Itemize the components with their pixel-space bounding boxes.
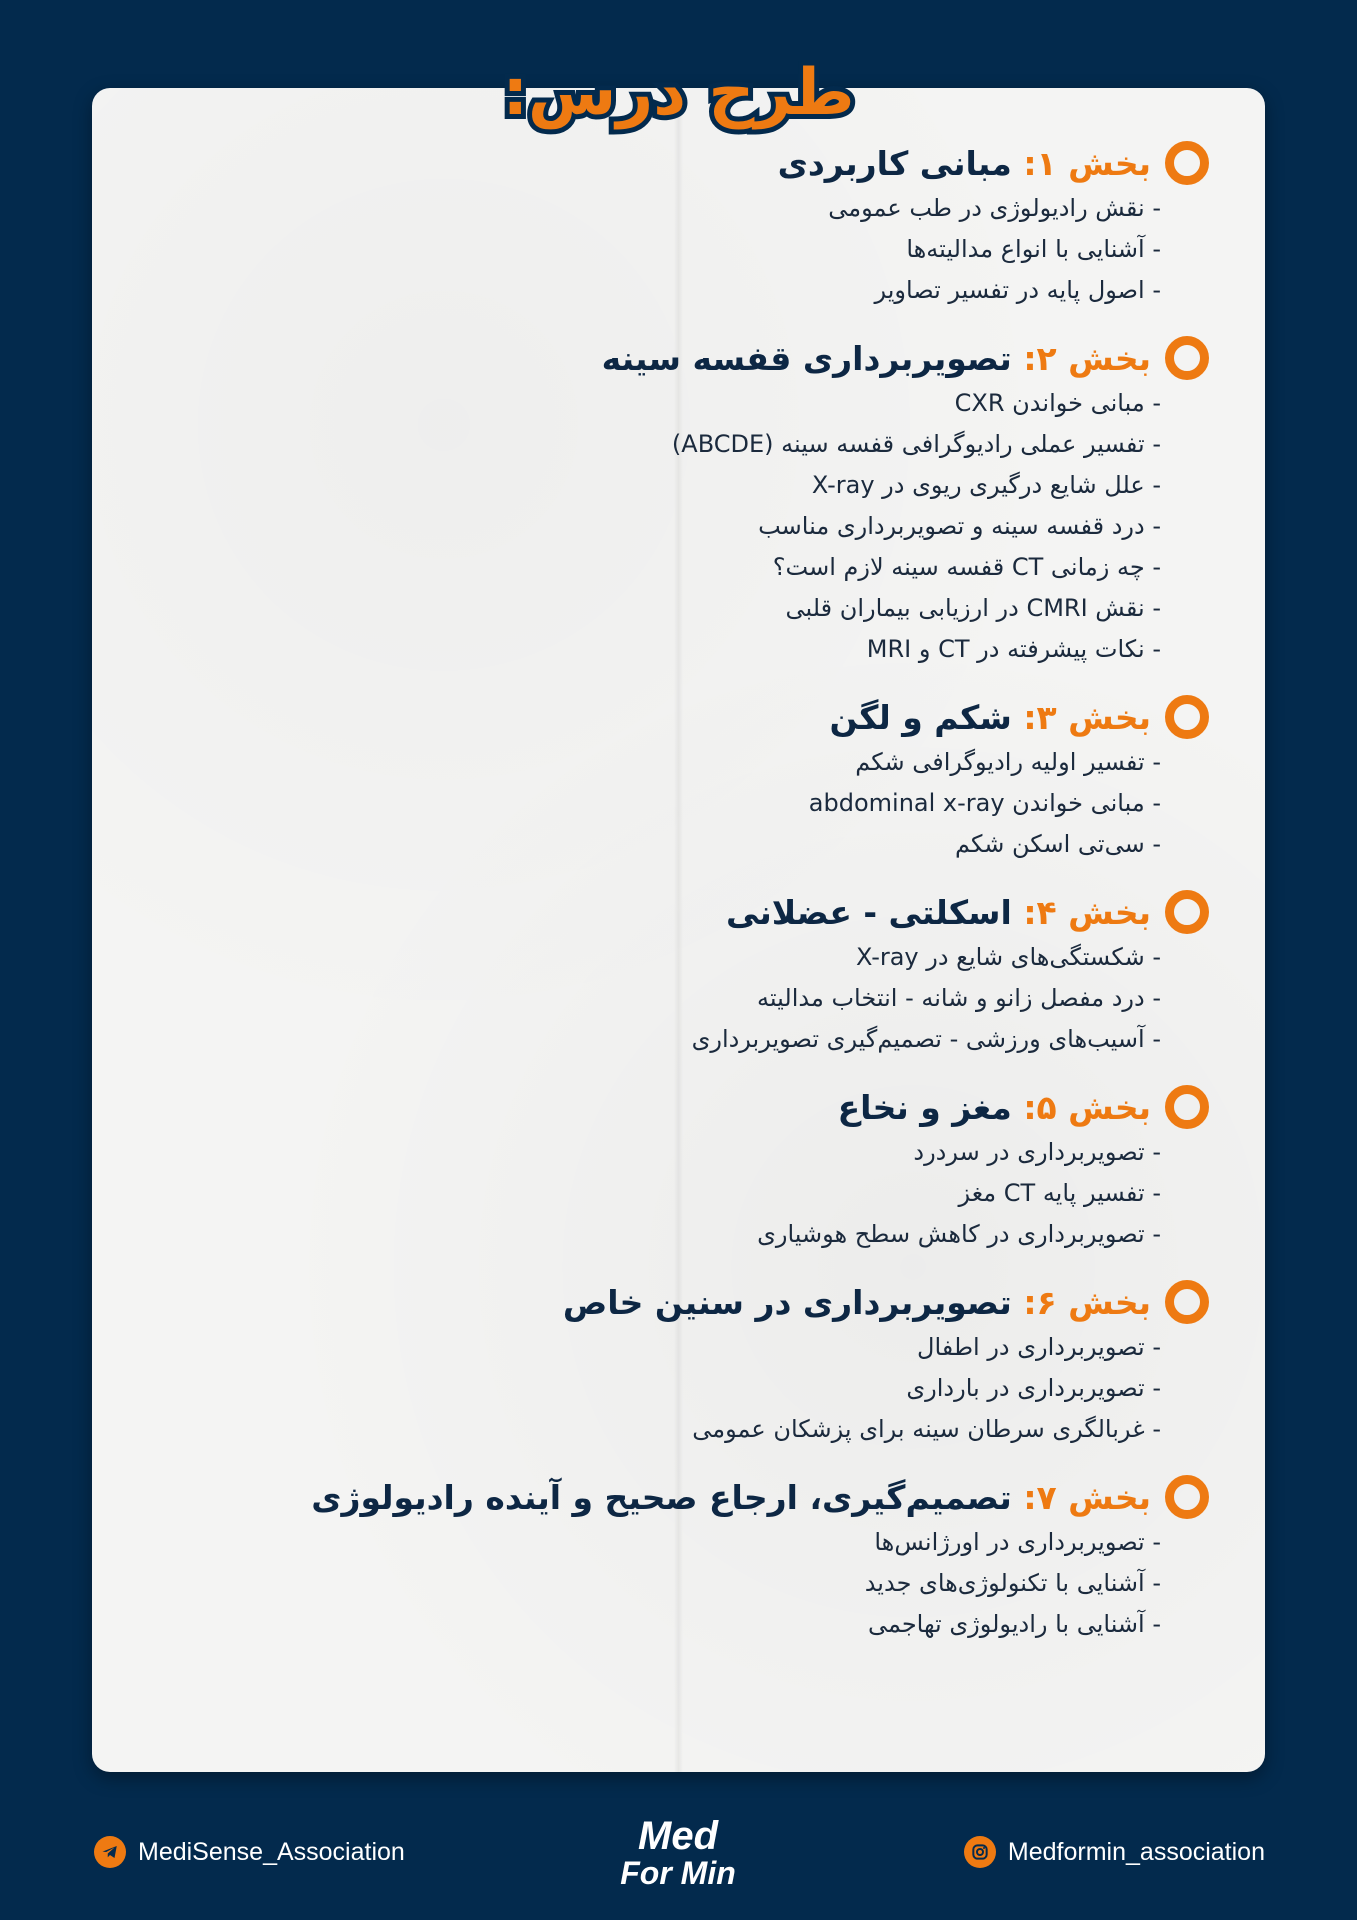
list-item: - درد مفصل زانو و شانه - انتخاب مدالیته [757,984,1161,1012]
ring-icon [1165,1280,1209,1324]
telegram-link[interactable] [94,1836,405,1868]
list-item: - نقش CMRI در ارزیابی بیماران قلبی [785,594,1161,622]
section-name: مغز و نخاع [837,1087,1012,1127]
logo-line-2: For Min [620,1855,736,1891]
list-item: - درد قفسه سینه و تصویربرداری مناسب [758,512,1161,540]
section-header [169,138,1209,188]
list-item: - آشنایی با رادیولوژی تهاجمی [867,1610,1161,1638]
section-header [169,692,1209,742]
list-item: - نقش رادیولوژی در طب عمومی [828,194,1161,222]
list-item: - آسیب‌های ورزشی - تصمیم‌گیری تصویربرداری [691,1025,1161,1053]
list-item: - تصویربرداری در کاهش سطح هوشیاری [757,1220,1161,1248]
list-item: - علل شایع درگیری ریوی در X-ray [811,471,1161,499]
list-item: - تصویربرداری در سردرد [913,1138,1161,1166]
telegram-icon [94,1836,126,1868]
section-items [169,937,1209,1060]
section-title [602,339,1151,378]
list-item: - تفسیر عملی رادیوگرافی قفسه سینه (ABCDE) [671,430,1161,458]
list-item: - تصویربرداری در اطفال [917,1333,1161,1361]
section-number: بخش ۲: [1023,338,1151,378]
instagram-handle: Medformin_association [1007,1837,1265,1866]
section-title [830,698,1151,737]
ring-icon [1165,695,1209,739]
list-item: - شکستگی‌های شایع در X-ray [855,943,1161,971]
section-header [169,1082,1209,1132]
page-title: طرح درس: [502,56,855,130]
syllabus-section [169,1472,1209,1645]
list-item: - چه زمانی CT قفسه سینه لازم است؟ [772,553,1161,581]
section-title [311,1478,1151,1517]
section-number: بخش ۴: [1023,892,1151,932]
section-number: بخش ۶: [1023,1282,1151,1322]
list-item: - مبانی خواندن abdominal x-ray [808,789,1161,817]
section-name: شکم و لگن [829,697,1012,737]
list-item: - مبانی خواندن CXR [954,389,1161,417]
telegram-handle: MediSense_Association [138,1837,405,1866]
list-item: - سی‌تی اسکن شکم [955,830,1161,858]
syllabus-content [169,138,1209,1667]
section-header [169,887,1209,937]
section-title [778,144,1151,183]
list-item: - تصویربرداری در اورژانس‌ها [874,1528,1161,1556]
list-item: - تفسیر اولیه رادیوگرافی شکم [855,748,1161,776]
section-header [169,1472,1209,1522]
ring-icon [1165,1475,1209,1519]
syllabus-section [169,887,1209,1060]
section-items [169,383,1209,670]
section-title [726,893,1151,932]
footer [0,1808,1357,1898]
section-items [169,742,1209,865]
section-items [169,1132,1209,1255]
logo-line-1: Med [638,1814,718,1858]
section-number: بخش ۷: [1023,1477,1151,1517]
list-item: - نکات پیشرفته در CT و MRI [866,635,1161,663]
list-item: - غربالگری سرطان سینه برای پزشکان عمومی [692,1415,1161,1443]
section-name: تصویربرداری در سنین خاص [562,1282,1012,1322]
syllabus-section [169,333,1209,670]
list-item: - آشنایی با تکنولوژی‌های جدید [864,1569,1161,1597]
section-header [169,333,1209,383]
ring-icon [1165,890,1209,934]
section-items [169,1522,1209,1645]
syllabus-section [169,1277,1209,1450]
instagram-icon [964,1836,996,1868]
section-number: بخش ۱: [1023,143,1151,183]
list-item: - تصویربرداری در بارداری [906,1374,1161,1402]
section-name: اسکلتی - عضلانی [725,892,1012,932]
section-items [169,1327,1209,1450]
section-name: تصمیم‌گیری، ارجاع صحیح و آینده رادیولوژی [311,1477,1012,1517]
section-number: بخش ۳: [1023,697,1151,737]
section-title [838,1088,1151,1127]
section-number: بخش ۵: [1023,1087,1151,1127]
ring-icon [1165,1085,1209,1129]
section-name: تصویربرداری قفسه سینه [601,338,1012,378]
ring-icon [1165,141,1209,185]
syllabus-section [169,138,1209,311]
section-header [169,1277,1209,1327]
syllabus-section [169,1082,1209,1255]
section-name: مبانی کاربردی [777,143,1012,183]
syllabus-section [169,692,1209,865]
list-item: - آشنایی با انواع مدالیته‌ها [906,235,1161,263]
ring-icon [1165,336,1209,380]
list-item: - تفسیر پایه CT مغز [958,1179,1161,1207]
section-title [563,1283,1151,1322]
medformin-logo [578,1816,778,1896]
section-items [169,188,1209,311]
list-item: - اصول پایه در تفسیر تصاویر [874,276,1161,304]
instagram-link[interactable] [964,1836,1265,1868]
